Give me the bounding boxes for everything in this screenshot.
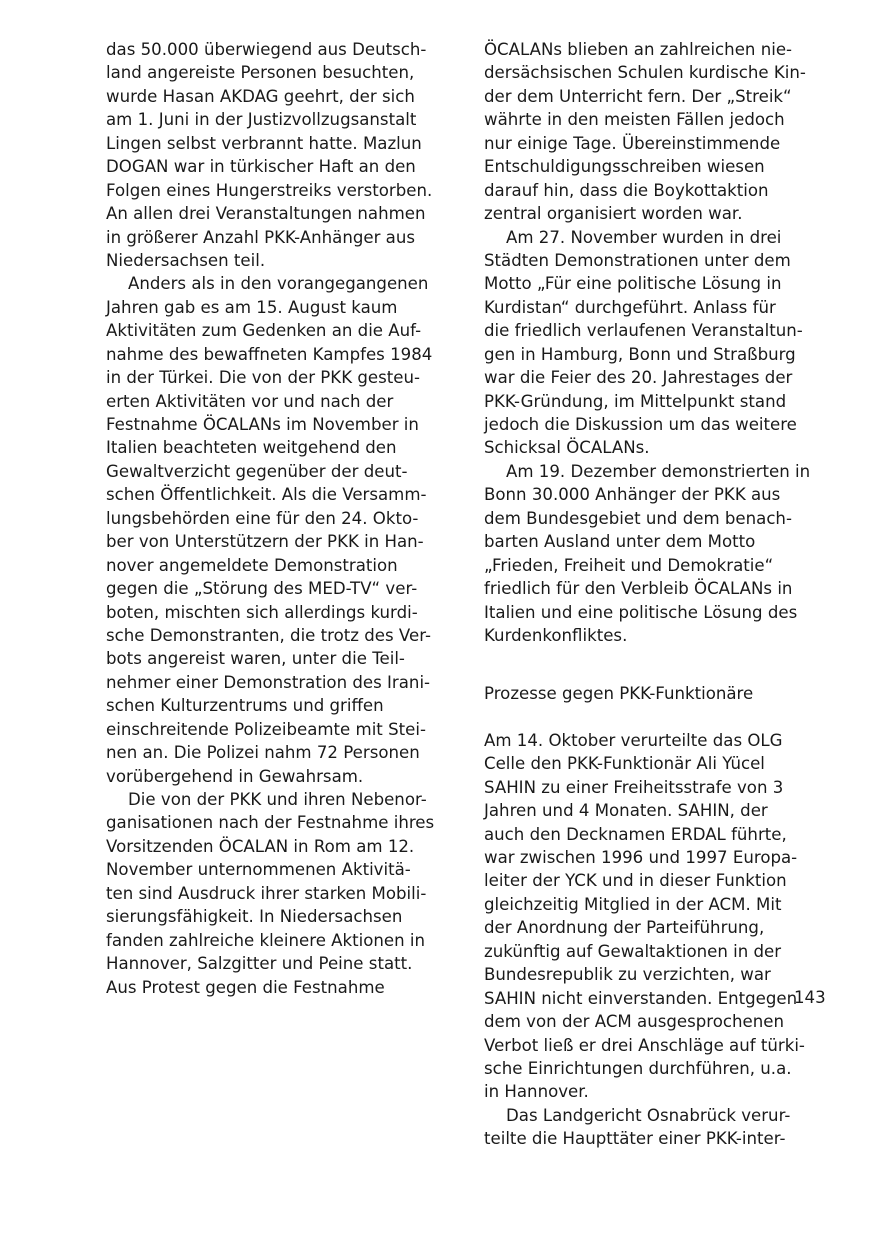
text-line: „Frieden, Freiheit und Demokratie“: [484, 555, 774, 575]
text-line: Das Landgericht Osnabrück verur-: [506, 1105, 791, 1125]
text-line: Niedersachsen teil.: [106, 250, 266, 270]
text-line: ganisationen nach der Festnahme ihres: [106, 813, 435, 833]
text-line: das 50.000 überwiegend aus Deutsch-: [106, 40, 427, 59]
paragraph: [484, 460, 834, 648]
paragraph: [106, 38, 456, 272]
text-line: Lingen selbst verbrannt hatte. Mazlun: [106, 133, 422, 153]
text-line: erten Aktivitäten vor und nach der: [106, 391, 394, 411]
text-line: dem von der ACM ausgesprochenen: [484, 1012, 784, 1032]
text-line: ÖCALANs blieben an zahlreichen nie-: [484, 40, 793, 59]
text-line: gegen die „Störung des MED-TV“ ver-: [106, 579, 418, 599]
text-line: Aktivitäten zum Gedenken an die Auf-: [106, 321, 422, 341]
text-line: Motto „Für eine politische Lösung in: [484, 274, 782, 294]
text-line: Anders als in den vorangegangenen: [128, 274, 429, 294]
text-line: war die Feier des 20. Jahrestages der: [484, 368, 793, 388]
text-line: zentral organisiert worden war.: [484, 204, 743, 224]
text-line: dersächsischen Schulen kurdische Kin-: [484, 63, 806, 83]
text-line: schen Kulturzentrums und griffen: [106, 696, 384, 716]
text-line: ten sind Ausdruck ihrer starken Mobili-: [106, 883, 427, 903]
paragraph: [106, 272, 456, 788]
text-line: nahme des bewaffneten Kampfes 1984: [106, 344, 433, 364]
text-line: nen an. Die Polizei nahm 72 Personen: [106, 743, 420, 763]
text-line: Folgen eines Hungerstreiks verstorben.: [106, 180, 433, 200]
text-line: Celle den PKK-Funktionär Ali Yücel: [484, 754, 765, 774]
text-line: SAHIN zu einer Freiheitsstrafe von 3: [484, 777, 784, 797]
text-line: November unternommenen Aktivitä-: [106, 860, 411, 880]
text-line: schen Öffentlichkeit. Als die Versamm-: [106, 485, 427, 505]
paragraph: [484, 1104, 834, 1151]
text-line: in Hannover.: [484, 1082, 589, 1102]
paragraph: [484, 226, 834, 460]
text-line: der Anordnung der Parteiführung,: [484, 918, 765, 938]
text-line: in der Türkei. Die von der PKK gesteu-: [106, 368, 420, 388]
text-line: An allen drei Veranstaltungen nahmen: [106, 204, 426, 224]
text-line: war zwischen 1996 und 1997 Europa-: [484, 848, 798, 867]
text-line: vorübergehend in Gewahrsam.: [106, 766, 364, 786]
text-line: fanden zahlreiche kleinere Aktionen in: [106, 930, 426, 950]
text-line: in größerer Anzahl PKK-Anhänger aus: [106, 227, 416, 247]
text-line: gleichzeitig Mitglied in der ACM. Mit: [484, 894, 782, 914]
text-line: Kurdistan“ durchgeführt. Anlass für: [484, 297, 776, 317]
paragraph: [484, 38, 834, 226]
text-line: sierungsfähigkeit. In Niedersachsen: [106, 907, 403, 927]
right-column: [484, 38, 834, 1151]
text-line: Italien beachteten weitgehend den: [106, 438, 397, 458]
text-line: Vorsitzenden ÖCALAN in Rom am 12.: [106, 836, 415, 856]
text-line: zukünftig auf Gewaltaktionen in der: [484, 941, 782, 961]
text-line: Verbot ließ er drei Anschläge auf türki-: [484, 1035, 805, 1055]
text-line: Die von der PKK und ihren Nebenor-: [128, 790, 427, 809]
text-line: teilte die Haupttäter einer PKK-inter-: [484, 1129, 786, 1149]
page-number: 143: [794, 988, 826, 1007]
text-line: Aus Protest gegen die Festnahme: [106, 977, 385, 997]
text-line: ber von Unterstützern der PKK in Han-: [106, 532, 424, 552]
text-line: Festnahme ÖCALANs im November in: [106, 415, 419, 434]
text-line: SAHIN nicht einverstanden. Entgegen: [484, 988, 798, 1008]
text-line: auch den Decknamen ERDAL führte,: [484, 824, 787, 844]
text-line: Gewaltverzicht gegenüber der deut-: [106, 461, 408, 481]
text-line: Kurdenkonfliktes.: [484, 625, 628, 645]
text-line: Städten Demonstrationen unter dem: [484, 250, 791, 270]
paragraph: [106, 788, 456, 999]
text-line: Bonn 30.000 Anhänger der PKK aus: [484, 485, 781, 505]
text-line: Am 19. Dezember demonstrierten in: [506, 461, 811, 481]
text-line: dem Bundesgebiet und dem benach-: [484, 508, 792, 528]
text-line: Entschuldigungsschreiben wiesen: [484, 157, 765, 177]
text-line: darauf hin, dass die Boykottaktion: [484, 180, 769, 200]
left-column: [106, 38, 456, 999]
text-line: am 1. Juni in der Justizvollzugsanstalt: [106, 110, 417, 130]
text-line: nover angemeldete Demonstration: [106, 555, 398, 575]
text-line: sche Demonstranten, die trotz des Ver-: [106, 625, 431, 645]
text-line: nehmer einer Demonstration des Irani-: [106, 672, 431, 692]
text-line: leiter der YCK und in dieser Funktion: [484, 871, 787, 891]
text-line: Italien und eine politische Lösung des: [484, 602, 798, 622]
text-line: PKK-Gründung, im Mittelpunkt stand: [484, 391, 787, 411]
text-line: nur einige Tage. Übereinstimmende: [484, 133, 781, 153]
text-line: barten Ausland unter dem Motto: [484, 532, 756, 552]
text-line: land angereiste Personen besuchten,: [106, 63, 415, 83]
text-line: währte in den meisten Fällen jedoch: [484, 110, 785, 130]
text-line: Bundesrepublik zu verzichten, war: [484, 965, 771, 985]
text-line: Jahren gab es am 15. August kaum: [106, 297, 398, 317]
text-line: friedlich für den Verbleib ÖCALANs in: [484, 579, 793, 599]
text-line: lungsbehörden eine für den 24. Okto-: [106, 508, 419, 528]
text-line: bots angereist waren, unter die Teil-: [106, 649, 405, 669]
text-line: Hannover, Salzgitter und Peine statt.: [106, 954, 413, 974]
text-line: Jahren und 4 Monaten. SAHIN, der: [484, 801, 768, 821]
text-line: sche Einrichtungen durchführen, u.a.: [484, 1058, 792, 1078]
paragraph: [484, 729, 834, 1104]
text-line: Schicksal ÖCALANs.: [484, 438, 650, 458]
text-line: einschreitende Polizeibeamte mit Stei-: [106, 719, 426, 739]
text-line: jedoch die Diskussion um das weitere: [484, 415, 797, 434]
text-line: Am 27. November wurden in drei: [506, 227, 782, 247]
text-line: Am 14. Oktober verurteilte das OLG: [484, 730, 783, 750]
text-line: gen in Hamburg, Bonn und Straßburg: [484, 344, 796, 364]
text-line: DOGAN war in türkischer Haft an den: [106, 157, 416, 177]
section-heading: Prozesse gegen PKK-Funktionäre: [484, 684, 754, 704]
text-line: die friedlich verlaufenen Veranstaltun-: [484, 321, 803, 341]
text-line: der dem Unterricht fern. Der „Streik“: [484, 86, 792, 106]
text-line: boten, mischten sich allerdings kurdi-: [106, 602, 418, 622]
text-line: wurde Hasan AKDAG geehrt, der sich: [106, 86, 415, 106]
